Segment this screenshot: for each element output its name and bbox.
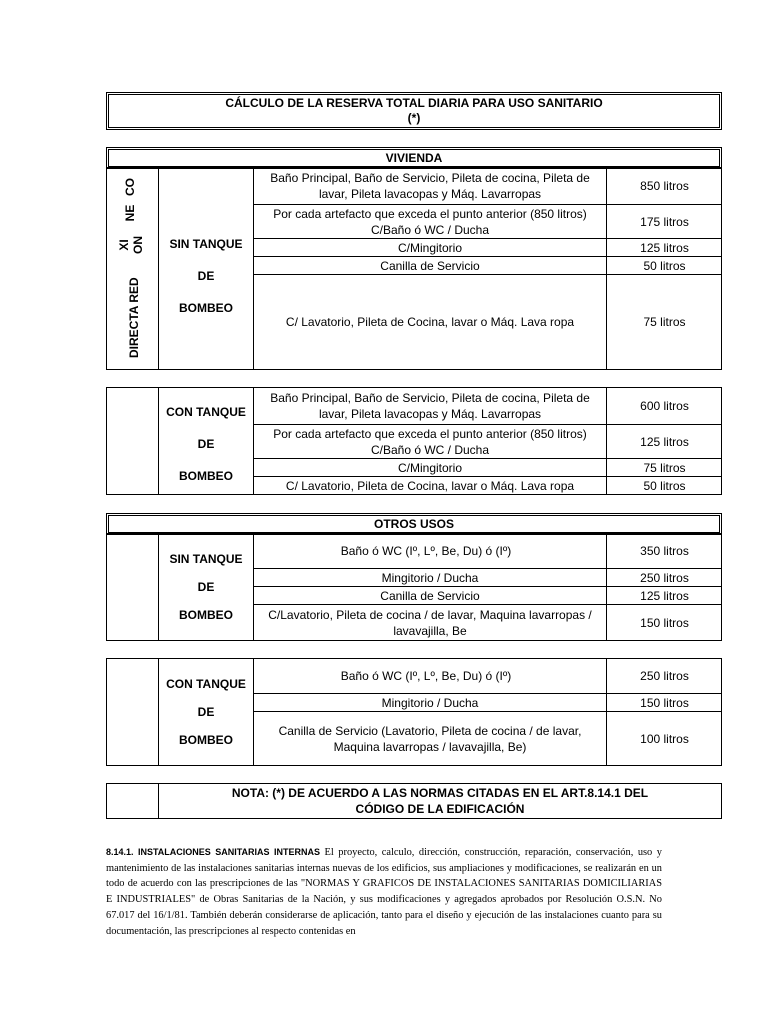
table-cell-desc: Canilla de Servicio (380, 588, 480, 603)
table-cell-value: 850 litros (640, 179, 689, 193)
label-line-3: BOMBEO (179, 469, 233, 483)
label-line-1: CON TANQUE (166, 405, 246, 419)
label-line-3: BOMBEO (179, 733, 233, 747)
table-cell-desc: Baño Principal, Baño de Servicio, Pileta de cocina, Pileta de lavar, Pileta lavacopas y Máq. Lavarropas (270, 171, 590, 201)
vivienda-header (106, 147, 722, 169)
table-cell-desc: C/Lavatorio, Pileta de cocina / de lavar, Maquina lavarropas / lavavajilla, Be (268, 607, 592, 638)
otros-sin-tanque-label (159, 545, 253, 629)
table-cell-desc: Canilla de Servicio (380, 258, 480, 273)
label-line-2: DE (197, 269, 215, 283)
table-cell-desc: Mingitorio / Ducha (381, 570, 479, 585)
table-cell-value: 50 litros (643, 258, 686, 273)
table-cell-desc: Baño ó WC (Iº, Lº, Be, Du) ó (Iº) (340, 544, 512, 558)
otros-usos-header (106, 513, 722, 535)
table-cell-desc: C/Mingitorio (397, 240, 463, 255)
paragraph-body: El proyecto, calculo, dirección, construcción, reparación, conservación, uso y mantenimiento de las instalaciones sanitarias internas nuevas de los edificios, sus ampliaciones y modificaciones, se realizarán en un todo de acuerdo con las prescripciones de las "NORMAS Y GRAFICOS DE INSTALACIONES SANITARIAS DOMICILIARIAS E INDUSTRIALES" de Obras Sanitarias de la Nación, y sus modificaciones y agregados aprobados por Resolución O.S.N. No 67.017 del 16/1/81. También deberán considerarse de aplicación, tanto para el diseño y ejecución de las instalaciones cuanto para su documentación, las prescripciones al respecto contenidas en (106, 847, 662, 937)
table-cell-value: 250 litros (640, 570, 689, 585)
title-text (109, 95, 719, 127)
paragraph-heading: 8.14.1. INSTALACIONES SANITARIAS INTERNAS (106, 847, 320, 857)
vivienda-con-tanque-label (159, 396, 253, 492)
title-line-2: (*) (407, 111, 421, 125)
table-cell-desc: Baño Principal, Baño de Servicio, Pileta de cocina, Pileta de lavar, Pileta lavacopas y Máq. Lavarropas (270, 391, 590, 421)
table-cell-value: 125 litros (640, 588, 689, 603)
table-cell-value: 125 litros (640, 240, 689, 255)
title-box (106, 92, 722, 130)
side-label-xi: XI (117, 239, 131, 251)
table-cell-desc: Por cada artefacto que exceda el punto anterior (850 litros) C/Baño ó WC / Ducha (273, 426, 587, 457)
table-cell-desc: C/Mingitorio (397, 460, 463, 475)
label-line-2: DE (197, 580, 215, 594)
table-cell-desc: Baño ó WC (Iº, Lº, Be, Du) ó (Iº) (340, 669, 512, 683)
table-cell-desc: Canilla de Servicio (Lavatorio, Pileta de cocina / de lavar, Maquina lavarropas / lavavajilla, Be) (278, 723, 582, 754)
vivienda-sin-tanque-label (159, 228, 253, 324)
table-cell-desc: Mingitorio / Ducha (381, 695, 479, 710)
otros-con-tanque-label (159, 670, 253, 754)
title-line-1: CÁLCULO DE LA RESERVA TOTAL DIARIA PARA USO SANITARIO (225, 96, 603, 110)
side-label-co: CO (123, 178, 137, 196)
table-cell-desc: C/ Lavatorio, Pileta de Cocina, lavar o Máq. Lava ropa (285, 478, 575, 493)
table-cell-value: 350 litros (640, 544, 689, 558)
label-line-3: BOMBEO (179, 301, 233, 315)
table-cell-value: 175 litros (640, 214, 689, 229)
table-cell-value: 150 litros (640, 695, 689, 710)
label-line-1: SIN TANQUE (169, 237, 243, 251)
table-cell-value: 125 litros (640, 434, 689, 449)
label-line-1: SIN TANQUE (169, 552, 243, 566)
label-line-2: DE (197, 437, 215, 451)
side-label-on: ON (131, 236, 145, 254)
table-cell-value: 75 litros (643, 315, 686, 329)
label-line-1: CON TANQUE (166, 677, 246, 691)
side-label-ne: NE (123, 204, 137, 222)
side-label-directa-red: DIRECTA RED (127, 277, 141, 358)
table-cell-value: 250 litros (640, 669, 689, 683)
table-cell-desc: Por cada artefacto que exceda el punto anterior (850 litros) C/Baño ó WC / Ducha (273, 206, 587, 237)
table-cell-value: 600 litros (640, 399, 689, 413)
table-cell-value: 100 litros (640, 731, 689, 746)
label-line-2: DE (197, 705, 215, 719)
code-paragraph (106, 845, 662, 939)
table-cell-value: 50 litros (643, 478, 686, 493)
otros-usos-header-text: OTROS USOS (373, 516, 454, 531)
table-cell-desc: C/ Lavatorio, Pileta de Cocina, lavar o Máq. Lava ropa (285, 315, 575, 329)
label-line-3: BOMBEO (179, 608, 233, 622)
vivienda-header-text: VIVIENDA (385, 150, 443, 165)
nota-text: NOTA: (*) DE ACUERDO A LAS NORMAS CITADAS EN EL ART.8.14.1 DEL CÓDIGO DE LA EDIFICACIÓN (231, 786, 649, 816)
table-cell-value: 150 litros (640, 615, 689, 630)
table-cell-value: 75 litros (643, 460, 686, 475)
